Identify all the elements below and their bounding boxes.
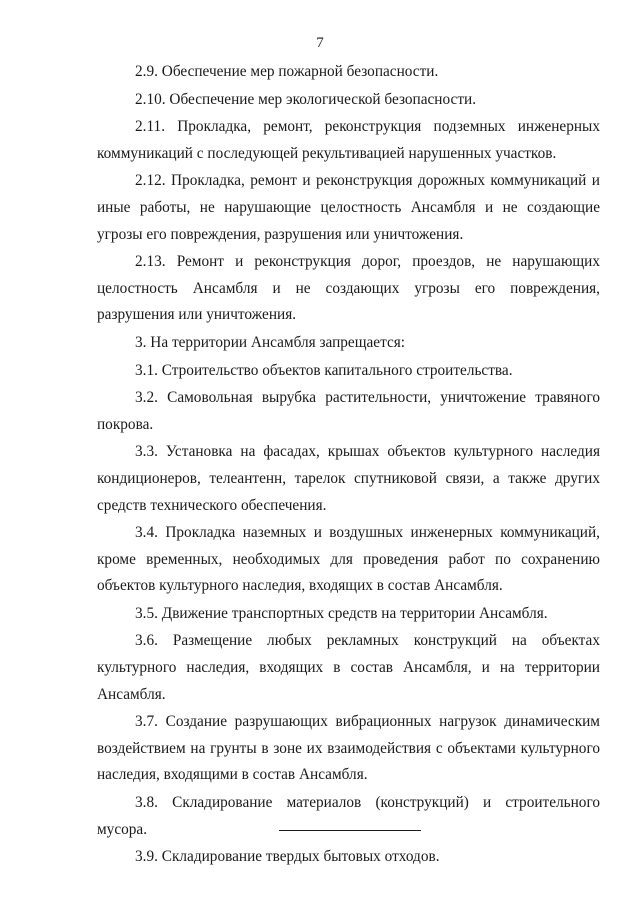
paragraph-3-7: 3.7. Создание разрушающих вибрационных нагрузок динамическим воздействием на грунты в зоне их взаимодействия с объектами культурного наследия, входящими в состав Ансамбля. — [97, 713, 600, 784]
paragraph-2-9: 2.9. Обеспечение мер пожарной безопасности. — [135, 63, 439, 80]
paragraph-3-3: 3.3. Установка на фасадах, крышах объектов культурного наследия кондиционеров, телеантенн, тарелок спутниковой связи, а также других средств технического обеспечения. — [97, 443, 600, 514]
paragraph-2-13: 2.13. Ремонт и реконструкция дорог, проездов, не нарушающих целостность Ансамбля и не создающих угрозы его повреждения, разрушения или уничтожения. — [97, 253, 600, 324]
paragraph-3-5: 3.5. Движение транспортных средств на территории Ансамбля. — [135, 604, 548, 622]
paragraph-2-12: 2.12. Прокладка, ремонт и реконструкция дорожных коммуникаций и иные работы, не нарушающие целостность Ансамбля и не создающие угрозы его повреждения, разрушения или уничтожения. — [97, 172, 600, 243]
page-number: 7 — [316, 35, 324, 51]
paragraph-3-1: 3.1. Строительство объектов капитального строительства. — [135, 361, 513, 379]
paragraph-3-4: 3.4. Прокладка наземных и воздушных инженерных коммуникаций, кроме временных, необходимых для проведения работ по сохранению объектов культурного наследия, входящих в состав Ансамбля. — [97, 524, 600, 595]
paragraph-3-6: 3.6. Размещение любых рекламных конструкций на объектах культурного наследия, входящих в состав Ансамбля, и на территории Ансамбля. — [97, 632, 600, 703]
paragraph-2-10: 2.10. Обеспечение мер экологической безопасности. — [135, 90, 477, 108]
paragraph-3-2: 3.2. Самовольная вырубка растительности, уничтожение травяного покрова. — [97, 389, 600, 433]
end-separator-line — [279, 830, 421, 831]
paragraph-3-8: 3.8. Складирование материалов (конструкций) и строительного мусора. — [97, 794, 600, 838]
document-body — [97, 59, 600, 872]
paragraph-2-11: 2.11. Прокладка, ремонт, реконструкция подземных инженерных коммуникаций с последующей рекультивацией нарушенных участков. — [97, 118, 600, 162]
paragraph-3: 3. На территории Ансамбля запрещается: — [135, 333, 406, 351]
paragraph-3-9: 3.9. Складирование твердых бытовых отходов. — [135, 848, 440, 866]
